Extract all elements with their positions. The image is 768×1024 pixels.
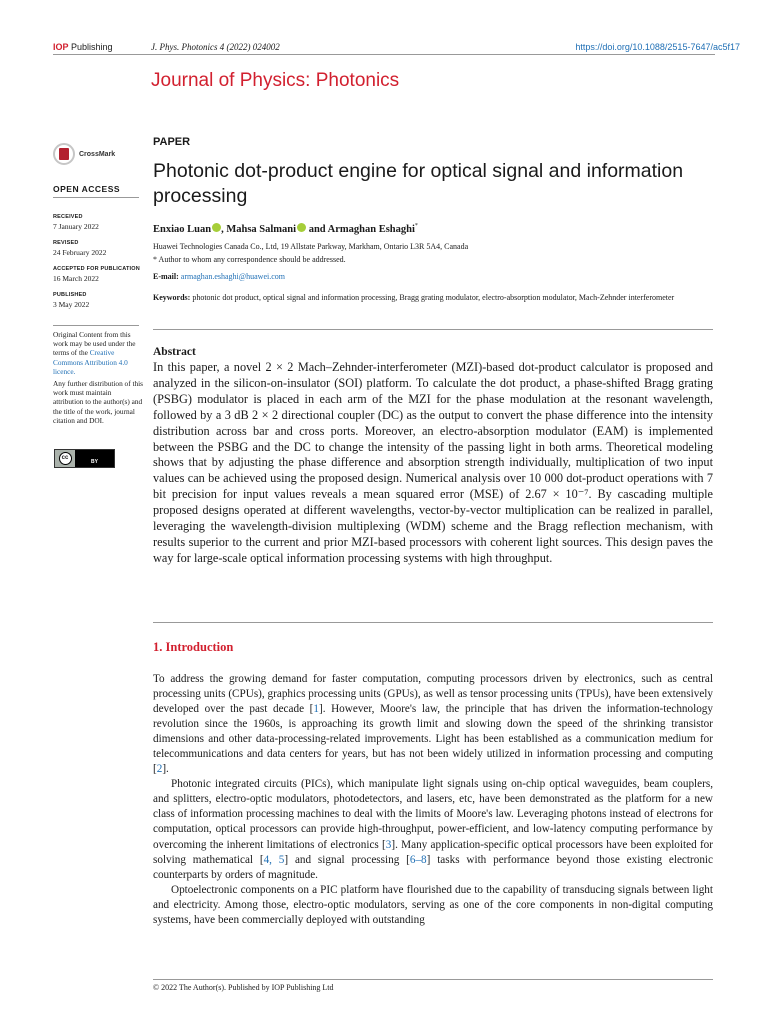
keywords [153, 293, 713, 304]
paragraph [153, 777, 713, 882]
accepted-label: ACCEPTED FOR PUBLICATION [53, 266, 140, 272]
reference-link[interactable]: 6–8 [409, 853, 427, 866]
author-name[interactable]: Mahsa Salmani [226, 224, 297, 235]
revised-date: 24 February 2022 [53, 248, 107, 257]
correspondence-note: * Author to whom any correspondence should be addressed. [153, 255, 346, 264]
keywords-label: Keywords: [153, 293, 191, 302]
abstract-heading: Abstract [153, 346, 196, 358]
open-access-label: OPEN ACCESS [53, 184, 121, 194]
received-label: RECEIVED [53, 214, 83, 220]
license-notice [53, 330, 143, 425]
crossmark-label: CrossMark [79, 150, 116, 158]
copyright-footer: © 2022 The Author(s). Published by IOP Publishing Ltd [153, 983, 334, 992]
paragraph: Optoelectronic components on a PIC platform have flourished due to the capability of transducing signals between light and electricity. Among those, electro-optic modulators, serving as one of the core components in non-digital computing systems, have been commercially deployed with outstanding [153, 883, 713, 926]
accepted-date: 16 March 2022 [53, 274, 99, 283]
crossmark-icon [53, 143, 75, 165]
publisher-logo [53, 42, 113, 52]
journal-citation: J. Phys. Photonics 4 (2022) 024002 [151, 42, 280, 52]
revised-label: REVISED [53, 240, 79, 246]
cc-by-badge[interactable] [54, 449, 115, 468]
section-divider [153, 329, 713, 330]
article-type: PAPER [153, 136, 191, 148]
reference-link[interactable]: 4, 5 [263, 853, 285, 866]
publisher-name: Publishing [68, 42, 113, 52]
header-divider [53, 54, 715, 55]
email-line [153, 272, 285, 281]
affiliation: Huawei Technologies Canada Co., Ltd, 19 Allstate Parkway, Markham, Ontario L3R 5A4, Canada [153, 242, 469, 251]
doi-link[interactable]: https://doi.org/10.1088/2515-7647/ac5f17 [575, 42, 740, 52]
paragraph [153, 672, 713, 777]
crossmark-badge[interactable] [53, 143, 115, 165]
cc-icon: cc [59, 452, 72, 465]
paragraph-text: ]. Many application-specific optical processors have been exploited for solving mathematical [ [153, 838, 714, 866]
distribution-text: Any further distribution of this work must maintain attribution to the author(s) and the title of the work, journal citation and DOI. [53, 379, 143, 425]
corresponding-marker: * [414, 223, 418, 229]
section-heading: 1. Introduction [153, 640, 234, 654]
paragraph-text: ] and signal processing [ [284, 853, 410, 866]
published-date: 3 May 2022 [53, 300, 90, 309]
author-name[interactable]: Armaghan Eshaghi [327, 224, 415, 235]
paragraph-text: ] tasks with performance beyond those existing electronic counterparts by orders of magnitude. [153, 853, 713, 881]
reference-link[interactable]: 3 [385, 838, 392, 851]
author-name[interactable]: Enxiao Luan [153, 224, 212, 235]
license-text [53, 330, 143, 376]
license-text-start: Original Content from this work may be used under the terms of the [53, 330, 136, 358]
reference-link[interactable]: 1 [313, 703, 319, 716]
paragraph-text: Photonic integrated circuits (PICs), which manipulate light signals using on-chip optical waveguides, beam couplers, and splitters, electro-optic modulators, photodetectors, and lasers, etc, have been demonstrated as the platform for a new class of information processing machines to deal with the limits of Moore's law. Leveraging photons instead of electrons for computation, optical processors can provide high-throughput, power-efficient, and low-latency computing performance by overcoming the inherent limitations of electronics [ [153, 778, 713, 851]
received-date: 7 January 2022 [53, 222, 99, 231]
author-separator: , [221, 224, 227, 235]
author-separator: and [306, 224, 328, 235]
footer-divider [153, 979, 713, 980]
cc-license-link[interactable]: Creative Commons Attribution 4.0 licence. [53, 348, 128, 376]
paragraph-text: ]. However, Moore's law, the principle that has driven the information-technology revolution since the 1960s, is approaching its growth limit and slowing down the speed of the shrinking transistor dimensions and other data-processing-related improvements. Light has been established as a communication medium for telecommunications and data centers for years, but has not been widely utilized in information processing and computing [ [153, 703, 713, 776]
section-divider [153, 622, 713, 623]
author-list [153, 223, 418, 235]
sidebar-divider [53, 325, 139, 326]
email-label: E-mail: [153, 272, 179, 281]
article-title: Photonic dot-product engine for optical signal and information processing [153, 160, 684, 207]
sidebar-divider [53, 197, 139, 198]
abstract-text: In this paper, a novel 2 × 2 Mach–Zehnder-interferometer (MZI)-based dot-product calculator is proposed and analyzed in the silicon-on-insulator (SOI) platform. To calculate the dot product, a phase-shifted Bragg grating (PSBG) modulator is placed in each arm of the MZI for the phase modulation at the resonant wavelength, followed by a 3 dB 2 × 2 directional coupler (DC) as the output to convert the phase difference into the intensity distribution across bar and cross ports. Moreover, an electro-absorption modulator (EAM) is implemented between the PSBG and the DC to change the intensity of the passing light in both arms. Theoretical modeling shows that by adjusting the phase difference and absorption strength individually, multiplication of two input values can be achieved using the proposed design. Numerical analysis over 10 000 dot-product operations with 7 bit precision for input values reveals a mean squared error (MSE) of 2.67 × 10⁻⁷. By cascading multiple proposed designs operated at different wavelengths, vector-by-vector multiplication can be realized in parallel, leveraging the wavelength-division multiplexing (WDM) scheme and the Bragg reflection mechanism, with results superior to the current and prior MZI-based processors with coherent light sources. This design paves the way for large-scale optical information processing systems with high throughput. [153, 360, 713, 565]
email-link[interactable]: armaghan.eshaghi@huawei.com [180, 272, 285, 281]
published-label: PUBLISHED [53, 292, 87, 298]
by-icon: BY [75, 450, 114, 467]
orcid-icon[interactable] [212, 223, 221, 232]
paragraph-text: ]. [162, 763, 169, 776]
paragraph-text: To address the growing demand for faster computation, computing processors driven by electronics, such as central processing units (CPUs), graphics processing units (GPUs), as well as tensor processing units (TPUs), have been extensively developed over the past decade [ [153, 673, 713, 716]
publisher-brand: IOP [53, 42, 69, 52]
reference-link[interactable]: 2 [156, 763, 163, 776]
keywords-text: photonic dot product, optical signal and information processing, Bragg grating modulator, electro-absorption modulator, Mach-Zehnder interferometer [192, 293, 675, 302]
orcid-icon[interactable] [297, 223, 306, 232]
introduction-body [153, 672, 713, 928]
journal-title[interactable]: Journal of Physics: Photonics [151, 70, 400, 91]
